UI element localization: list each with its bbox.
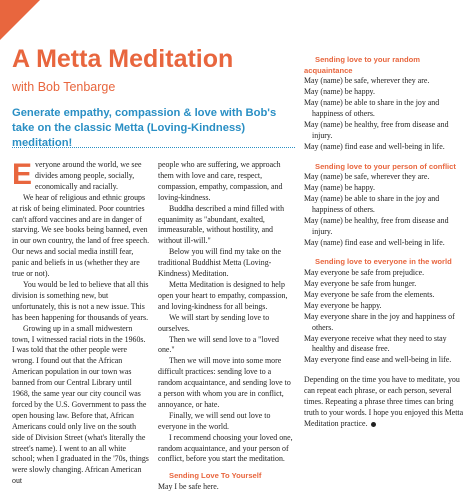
section-heading: Sending love to your person of conflict: [315, 161, 456, 171]
mantra-line: May everyone find ease and well-being in life.: [304, 355, 452, 365]
section-heading: Sending love to everyone in the world: [315, 257, 452, 267]
section-heading: Sending Love To Yourself: [169, 471, 262, 481]
mantra-line: May (name) be happy.: [304, 87, 375, 97]
column-3: [304, 55, 470, 430]
mantra-line: May (name) be healthy, free from disease and injury.: [304, 215, 449, 236]
drop-cap: E: [12, 158, 33, 191]
mantra-line: May (name) be healthy, free from disease and injury.: [304, 119, 449, 140]
mantra-line: May everyone be safe from hunger.: [304, 278, 417, 288]
body-paragraph: You would be led to believe that all this division is something new, but unfortunately, this is not a new issue. This has been happening for thousands of years.: [12, 279, 149, 322]
body-paragraph: Finally, we will send out love to everyone in the world.: [158, 410, 271, 431]
body-paragraph: Metta Meditation is designed to help open your heart to empathy, compassion, and loving-kindness for all beings.: [158, 279, 288, 311]
mantra-line: May everyone receive what they need to stay healthy and disease free.: [304, 333, 447, 354]
body-paragraph: We will start by sending love to ourselves.: [158, 312, 270, 333]
mantra-line: May (name) be safe, wherever they are.: [304, 76, 430, 86]
closing-text: Depending on the time you have to meditate, you can repeat each phrase, or each person, several times. Repeating a phrase three times can bring truth to your words. I hope you enjoyed this Metta Meditation practice.: [304, 375, 464, 428]
spacer: [304, 366, 470, 375]
body-paragraph: Then we will send love to a "loved one.": [158, 334, 279, 355]
corner-accent: [0, 0, 40, 40]
mantra-line: May everyone share in the joy and happiness of others.: [304, 311, 455, 332]
mantra-line: May (name) find ease and well-being in life.: [304, 237, 445, 247]
body-paragraph: people who are suffering, we approach them with love and care, respect, compassion, empathy, compassion, and loving-kindness.: [158, 160, 283, 202]
dotted-divider: [12, 147, 295, 148]
body-paragraph: Growing up in a small midwestern town, I witnessed racial riots in the 1960s. I was told that the other people were wrong. I found out that the African American population in our town was banned from our Central Library until 1968, the same year our city council was forced by the U.S. Government to pass the open housing law. Before that, African Americans could only live on the south side of Division Street (what's literally the street's name). I went to an all white school; when I graduated in the '70s, things were slowly changing. African American out: [12, 323, 149, 486]
mantra-line: May (name) be able to share in the joy and happiness of others.: [304, 98, 440, 118]
body-paragraph: I recommend choosing your loved one, random acquaintance, and your person of conflict, before you start the meditation.: [158, 432, 293, 464]
article-byline: with Bob Tenbarge: [12, 80, 116, 94]
opening-paragraph: [12, 160, 150, 193]
mantra-line: May everyone be safe from the elements.: [304, 289, 435, 299]
body-paragraph: Below you will find my take on the traditional Buddhist Metta (Loving-Kindness) Meditation.: [158, 247, 281, 279]
mantra-line: May (name) find ease and well-being in life.: [304, 141, 445, 151]
column-1: [12, 160, 150, 487]
column-2: [158, 160, 296, 493]
closing-paragraph: [304, 375, 470, 430]
spacer: [304, 153, 470, 162]
section-heading: Sending love to your random acquaintance: [304, 55, 421, 75]
mantra-line: May (name) be safe, wherever they are.: [304, 172, 430, 182]
mantra-line: May (name) be happy.: [304, 183, 375, 193]
body-paragraph: Buddha described a mind filled with equanimity as "abundant, exalted, immeasurable, without hostility, and without ill-will.": [158, 203, 285, 246]
article-intro: Generate empathy, compassion & love with Bob's take on the classic Metta (Loving-Kindness) meditation!: [12, 107, 277, 149]
section-line: May I be safe here.: [158, 481, 219, 491]
opening-text: veryone around the world, we see divides among people, socially, economically and racially.: [35, 160, 142, 191]
mantra-line: May (name) be able to share in the joy and happiness of others.: [304, 193, 440, 214]
mantra-line: May everyone be happy.: [304, 300, 382, 310]
end-mark-icon: [371, 422, 376, 427]
mantra-line: May everyone be safe from prejudice.: [304, 268, 425, 278]
spacer: [304, 248, 470, 257]
body-paragraph: We hear of religious and ethnic groups at risk of being eliminated. Poor countries can't afford vaccines and are in danger of starving. We see books being banned, even in our own country, the land of free speech. Our news and social media instill fear, panic and beliefs in us (whether they are true or not).: [12, 192, 150, 279]
article-title: A Metta Meditation: [12, 45, 234, 73]
body-paragraph: Then we will move into some more difficult practices: sending love to a random acquaintance, and sending love to a person with whom you are in conflict, annoyance, or hate.: [158, 356, 291, 409]
